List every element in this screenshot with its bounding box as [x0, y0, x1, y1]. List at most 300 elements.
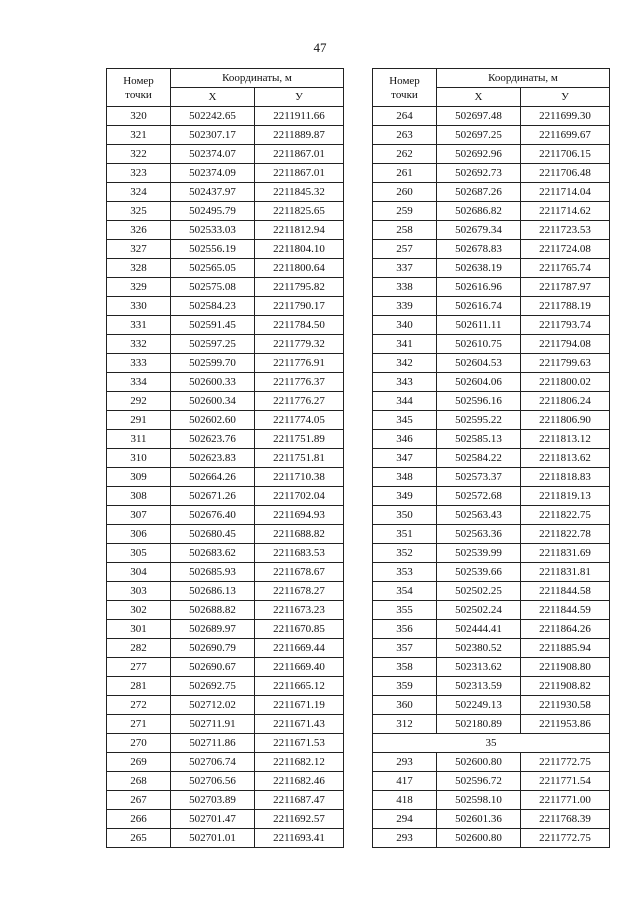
y-cell: 2211714.04: [521, 183, 610, 202]
point-number-cell: 339: [373, 297, 437, 316]
y-cell: 2211776.27: [255, 392, 344, 411]
table-row: [373, 107, 610, 126]
x-cell: 502495.79: [171, 202, 255, 221]
x-cell: 502701.47: [171, 810, 255, 829]
y-cell: 2211699.30: [521, 107, 610, 126]
y-cell: 2211813.62: [521, 449, 610, 468]
point-number-cell: 268: [107, 772, 171, 791]
point-number-cell: 323: [107, 164, 171, 183]
x-cell: 502686.82: [437, 202, 521, 221]
y-cell: 2211819.13: [521, 487, 610, 506]
x-cell: 502591.45: [171, 316, 255, 335]
point-number-cell: 266: [107, 810, 171, 829]
x-cell: 502703.89: [171, 791, 255, 810]
y-cell: 2211688.82: [255, 525, 344, 544]
point-number-cell: 337: [373, 259, 437, 278]
table-row: [107, 696, 344, 715]
y-cell: 2211678.27: [255, 582, 344, 601]
x-cell: 502600.33: [171, 373, 255, 392]
y-cell: 2211908.80: [521, 658, 610, 677]
y-cell: 2211776.37: [255, 373, 344, 392]
table-row: [107, 715, 344, 734]
x-cell: 502711.86: [171, 734, 255, 753]
x-cell: 502444.41: [437, 620, 521, 639]
x-cell: 502584.23: [171, 297, 255, 316]
y-cell: 2211774.05: [255, 411, 344, 430]
x-cell: 502539.66: [437, 563, 521, 582]
y-cell: 2211699.67: [521, 126, 610, 145]
point-number-cell: 261: [373, 164, 437, 183]
table-row: [107, 677, 344, 696]
x-cell: 502711.91: [171, 715, 255, 734]
y-cell: 2211683.53: [255, 544, 344, 563]
x-cell: 502611.11: [437, 316, 521, 335]
table-row: [107, 658, 344, 677]
y-cell: 2211771.54: [521, 772, 610, 791]
point-number-cell: 293: [373, 753, 437, 772]
table-row: [107, 601, 344, 620]
x-cell: 502602.60: [171, 411, 255, 430]
point-number-header: Номер точки: [107, 69, 171, 107]
y-cell: 2211844.58: [521, 582, 610, 601]
point-number-cell: 292: [107, 392, 171, 411]
point-number-cell: 265: [107, 829, 171, 848]
x-cell: 502690.79: [171, 639, 255, 658]
y-cell: 2211804.10: [255, 240, 344, 259]
point-number-cell: 307: [107, 506, 171, 525]
table-row: [107, 373, 344, 392]
table-row: [373, 506, 610, 525]
point-number-cell: 302: [107, 601, 171, 620]
x-cell: 502712.02: [171, 696, 255, 715]
left-table-body: [107, 107, 344, 848]
y-cell: 2211678.67: [255, 563, 344, 582]
y-cell: 2211669.44: [255, 639, 344, 658]
x-cell: 502623.76: [171, 430, 255, 449]
table-row: [107, 620, 344, 639]
x-cell: 502575.08: [171, 278, 255, 297]
point-number-cell: 320: [107, 107, 171, 126]
x-cell: 502599.70: [171, 354, 255, 373]
table-row: [373, 829, 610, 848]
x-cell: 502502.24: [437, 601, 521, 620]
table-row: [373, 544, 610, 563]
point-number-cell: 322: [107, 145, 171, 164]
point-number-cell: 333: [107, 354, 171, 373]
table-row: [107, 221, 344, 240]
point-number-cell: 353: [373, 563, 437, 582]
x-cell: 502585.13: [437, 430, 521, 449]
y-header: У: [521, 88, 610, 107]
point-number-cell: 334: [107, 373, 171, 392]
x-cell: 502600.80: [437, 753, 521, 772]
x-cell: 502437.97: [171, 183, 255, 202]
y-cell: 2211779.32: [255, 335, 344, 354]
point-number-cell: 303: [107, 582, 171, 601]
point-number-cell: 272: [107, 696, 171, 715]
table-row: [107, 791, 344, 810]
y-cell: 2211799.63: [521, 354, 610, 373]
point-number-cell: 309: [107, 468, 171, 487]
x-cell: 502638.19: [437, 259, 521, 278]
table-row: [107, 506, 344, 525]
y-cell: 2211693.41: [255, 829, 344, 848]
table-row: [373, 316, 610, 335]
point-number-cell: 281: [107, 677, 171, 696]
point-number-cell: 311: [107, 430, 171, 449]
right-section-body: [373, 753, 610, 848]
table-row: [107, 544, 344, 563]
table-row: [373, 411, 610, 430]
y-cell: 2211889.87: [255, 126, 344, 145]
y-cell: 2211772.75: [521, 829, 610, 848]
x-cell: 502380.52: [437, 639, 521, 658]
x-cell: 502249.13: [437, 696, 521, 715]
point-number-cell: 349: [373, 487, 437, 506]
coordinates-table-right: [372, 68, 610, 848]
y-cell: 2211885.94: [521, 639, 610, 658]
x-cell: 502687.26: [437, 183, 521, 202]
y-cell: 2211751.81: [255, 449, 344, 468]
y-cell: 2211794.08: [521, 335, 610, 354]
table-row: [373, 658, 610, 677]
x-cell: 502706.74: [171, 753, 255, 772]
x-cell: 502313.59: [437, 677, 521, 696]
table-row: [107, 582, 344, 601]
x-cell: 502584.22: [437, 449, 521, 468]
table-row: [373, 183, 610, 202]
table-row: [107, 829, 344, 848]
point-number-cell: 310: [107, 449, 171, 468]
x-cell: 502671.26: [171, 487, 255, 506]
y-cell: 2211844.59: [521, 601, 610, 620]
x-cell: 502689.97: [171, 620, 255, 639]
table-row: [107, 810, 344, 829]
x-cell: 502573.37: [437, 468, 521, 487]
point-number-cell: 338: [373, 278, 437, 297]
table-row: [373, 278, 610, 297]
table-row: [373, 430, 610, 449]
y-cell: 2211706.48: [521, 164, 610, 183]
x-cell: 502598.10: [437, 791, 521, 810]
table-row: [373, 772, 610, 791]
table-row: [107, 734, 344, 753]
table-row: [107, 468, 344, 487]
point-number-cell: 293: [373, 829, 437, 848]
x-header: X: [437, 88, 521, 107]
x-cell: 502374.09: [171, 164, 255, 183]
x-cell: 502597.25: [171, 335, 255, 354]
point-number-cell: 325: [107, 202, 171, 221]
point-number-cell: 354: [373, 582, 437, 601]
y-cell: 2211806.90: [521, 411, 610, 430]
y-cell: 2211908.82: [521, 677, 610, 696]
point-number-cell: 344: [373, 392, 437, 411]
coordinates-header: Координаты, м: [437, 69, 610, 88]
table-row: [373, 373, 610, 392]
point-number-cell: 277: [107, 658, 171, 677]
y-cell: 2211845.32: [255, 183, 344, 202]
table-row: [107, 202, 344, 221]
coordinates-table-left: [106, 68, 344, 848]
y-cell: 2211724.08: [521, 240, 610, 259]
section-label: 35: [373, 734, 610, 753]
table-row: [107, 354, 344, 373]
point-number-cell: 312: [373, 715, 437, 734]
point-number-cell: 331: [107, 316, 171, 335]
y-cell: 2211671.43: [255, 715, 344, 734]
table-row: [107, 240, 344, 259]
x-cell: 502533.03: [171, 221, 255, 240]
y-cell: 2211867.01: [255, 164, 344, 183]
point-number-cell: 269: [107, 753, 171, 772]
point-number-cell: 329: [107, 278, 171, 297]
table-row: [107, 772, 344, 791]
table-row: [373, 753, 610, 772]
y-cell: 2211706.15: [521, 145, 610, 164]
point-number-cell: 346: [373, 430, 437, 449]
table-row: [373, 202, 610, 221]
y-cell: 2211787.97: [521, 278, 610, 297]
x-cell: 502706.56: [171, 772, 255, 791]
table-row: [373, 620, 610, 639]
point-number-cell: 259: [373, 202, 437, 221]
point-number-cell: 341: [373, 335, 437, 354]
y-cell: 2211911.66: [255, 107, 344, 126]
x-cell: 502680.45: [171, 525, 255, 544]
y-cell: 2211806.24: [521, 392, 610, 411]
y-cell: 2211692.57: [255, 810, 344, 829]
x-cell: 502242.65: [171, 107, 255, 126]
table-row: [107, 297, 344, 316]
x-cell: 502697.25: [437, 126, 521, 145]
x-cell: 502539.99: [437, 544, 521, 563]
x-header: X: [171, 88, 255, 107]
table-row: [107, 430, 344, 449]
point-number-cell: 330: [107, 297, 171, 316]
x-cell: 502313.62: [437, 658, 521, 677]
x-cell: 502692.73: [437, 164, 521, 183]
x-cell: 502623.83: [171, 449, 255, 468]
x-cell: 502596.16: [437, 392, 521, 411]
point-number-cell: 263: [373, 126, 437, 145]
x-cell: 502563.36: [437, 525, 521, 544]
table-row: [373, 810, 610, 829]
y-cell: 2211790.17: [255, 297, 344, 316]
page-number: 47: [313, 40, 327, 55]
table-row: [107, 411, 344, 430]
y-cell: 2211669.40: [255, 658, 344, 677]
y-cell: 2211776.91: [255, 354, 344, 373]
point-number-cell: 347: [373, 449, 437, 468]
x-cell: 502502.25: [437, 582, 521, 601]
point-number-cell: 294: [373, 810, 437, 829]
table-row: [107, 639, 344, 658]
x-cell: 502307.17: [171, 126, 255, 145]
table-row: [373, 563, 610, 582]
table-row: [107, 392, 344, 411]
y-cell: 2211768.39: [521, 810, 610, 829]
table-row: [107, 487, 344, 506]
table-row: [373, 297, 610, 316]
y-cell: 2211795.82: [255, 278, 344, 297]
point-number-cell: 358: [373, 658, 437, 677]
x-cell: 502688.82: [171, 601, 255, 620]
x-cell: 502600.34: [171, 392, 255, 411]
point-number-cell: 260: [373, 183, 437, 202]
x-cell: 502616.74: [437, 297, 521, 316]
table-row: [107, 753, 344, 772]
point-number-cell: 345: [373, 411, 437, 430]
table-row: [373, 791, 610, 810]
y-cell: 2211831.81: [521, 563, 610, 582]
table-row: [373, 392, 610, 411]
y-cell: 2211714.62: [521, 202, 610, 221]
x-cell: 502683.62: [171, 544, 255, 563]
y-cell: 2211670.85: [255, 620, 344, 639]
y-header: У: [255, 88, 344, 107]
point-number-cell: 304: [107, 563, 171, 582]
table-row: [373, 677, 610, 696]
point-number-cell: 352: [373, 544, 437, 563]
point-number-cell: 417: [373, 772, 437, 791]
y-cell: 2211673.23: [255, 601, 344, 620]
y-cell: 2211953.86: [521, 715, 610, 734]
point-number-cell: 305: [107, 544, 171, 563]
y-cell: 2211772.75: [521, 753, 610, 772]
table-row: [373, 487, 610, 506]
x-cell: 502664.26: [171, 468, 255, 487]
point-number-cell: 350: [373, 506, 437, 525]
table-row: [373, 221, 610, 240]
point-number-cell: 326: [107, 221, 171, 240]
point-number-cell: 267: [107, 791, 171, 810]
y-cell: 2211694.93: [255, 506, 344, 525]
table-row: [107, 563, 344, 582]
x-cell: 502676.40: [171, 506, 255, 525]
point-number-cell: 282: [107, 639, 171, 658]
x-cell: 502701.01: [171, 829, 255, 848]
x-cell: 502678.83: [437, 240, 521, 259]
point-number-cell: 360: [373, 696, 437, 715]
table-row: [373, 639, 610, 658]
table-row: [373, 601, 610, 620]
table-row: [373, 696, 610, 715]
x-cell: 502679.34: [437, 221, 521, 240]
table-row: [107, 145, 344, 164]
point-number-cell: 357: [373, 639, 437, 658]
x-cell: 502601.36: [437, 810, 521, 829]
y-cell: 2211793.74: [521, 316, 610, 335]
table-row: [373, 259, 610, 278]
point-number-cell: 342: [373, 354, 437, 373]
x-cell: 502600.80: [437, 829, 521, 848]
y-cell: 2211771.00: [521, 791, 610, 810]
coordinates-header: Координаты, м: [171, 69, 344, 88]
table-row: [373, 335, 610, 354]
point-number-cell: 306: [107, 525, 171, 544]
y-cell: 2211765.74: [521, 259, 610, 278]
point-number-cell: 257: [373, 240, 437, 259]
x-cell: 502572.68: [437, 487, 521, 506]
x-cell: 502180.89: [437, 715, 521, 734]
table-row: [373, 164, 610, 183]
table-row: [107, 525, 344, 544]
point-number-cell: 328: [107, 259, 171, 278]
x-cell: 502604.53: [437, 354, 521, 373]
y-cell: 2211818.83: [521, 468, 610, 487]
table-row: [373, 468, 610, 487]
point-number-cell: 264: [373, 107, 437, 126]
y-cell: 2211800.02: [521, 373, 610, 392]
table-row: [107, 316, 344, 335]
y-cell: 2211825.65: [255, 202, 344, 221]
y-cell: 2211822.75: [521, 506, 610, 525]
right-table-body: [373, 107, 610, 734]
point-number-cell: 324: [107, 183, 171, 202]
point-number-cell: 258: [373, 221, 437, 240]
x-cell: 502556.19: [171, 240, 255, 259]
y-cell: 2211682.46: [255, 772, 344, 791]
y-cell: 2211710.38: [255, 468, 344, 487]
point-number-cell: 321: [107, 126, 171, 145]
point-number-cell: 348: [373, 468, 437, 487]
point-number-cell: 301: [107, 620, 171, 639]
point-number-cell: 308: [107, 487, 171, 506]
table-row: [373, 354, 610, 373]
point-number-cell: 359: [373, 677, 437, 696]
y-cell: 2211813.12: [521, 430, 610, 449]
table-row: [107, 107, 344, 126]
table-row: [373, 582, 610, 601]
table-row: [373, 240, 610, 259]
y-cell: 2211864.26: [521, 620, 610, 639]
right-section-label: [373, 734, 610, 753]
table-row: [107, 449, 344, 468]
table-row: [373, 449, 610, 468]
x-cell: 502685.93: [171, 563, 255, 582]
x-cell: 502697.48: [437, 107, 521, 126]
y-cell: 2211723.53: [521, 221, 610, 240]
point-number-cell: 332: [107, 335, 171, 354]
x-cell: 502686.13: [171, 582, 255, 601]
y-cell: 2211867.01: [255, 145, 344, 164]
x-cell: 502565.05: [171, 259, 255, 278]
y-cell: 2211702.04: [255, 487, 344, 506]
point-number-cell: 327: [107, 240, 171, 259]
y-cell: 2211671.53: [255, 734, 344, 753]
y-cell: 2211800.64: [255, 259, 344, 278]
point-number-cell: 343: [373, 373, 437, 392]
y-cell: 2211682.12: [255, 753, 344, 772]
x-cell: 502563.43: [437, 506, 521, 525]
x-cell: 502374.07: [171, 145, 255, 164]
x-cell: 502610.75: [437, 335, 521, 354]
point-number-cell: 270: [107, 734, 171, 753]
table-row: [107, 335, 344, 354]
table-row: [107, 259, 344, 278]
point-number-cell: 356: [373, 620, 437, 639]
point-number-cell: 351: [373, 525, 437, 544]
y-cell: 2211831.69: [521, 544, 610, 563]
y-cell: 2211822.78: [521, 525, 610, 544]
table-row: [373, 145, 610, 164]
x-cell: 502692.75: [171, 677, 255, 696]
table-row: [373, 525, 610, 544]
table-row: [373, 715, 610, 734]
x-cell: 502596.72: [437, 772, 521, 791]
x-cell: 502595.22: [437, 411, 521, 430]
